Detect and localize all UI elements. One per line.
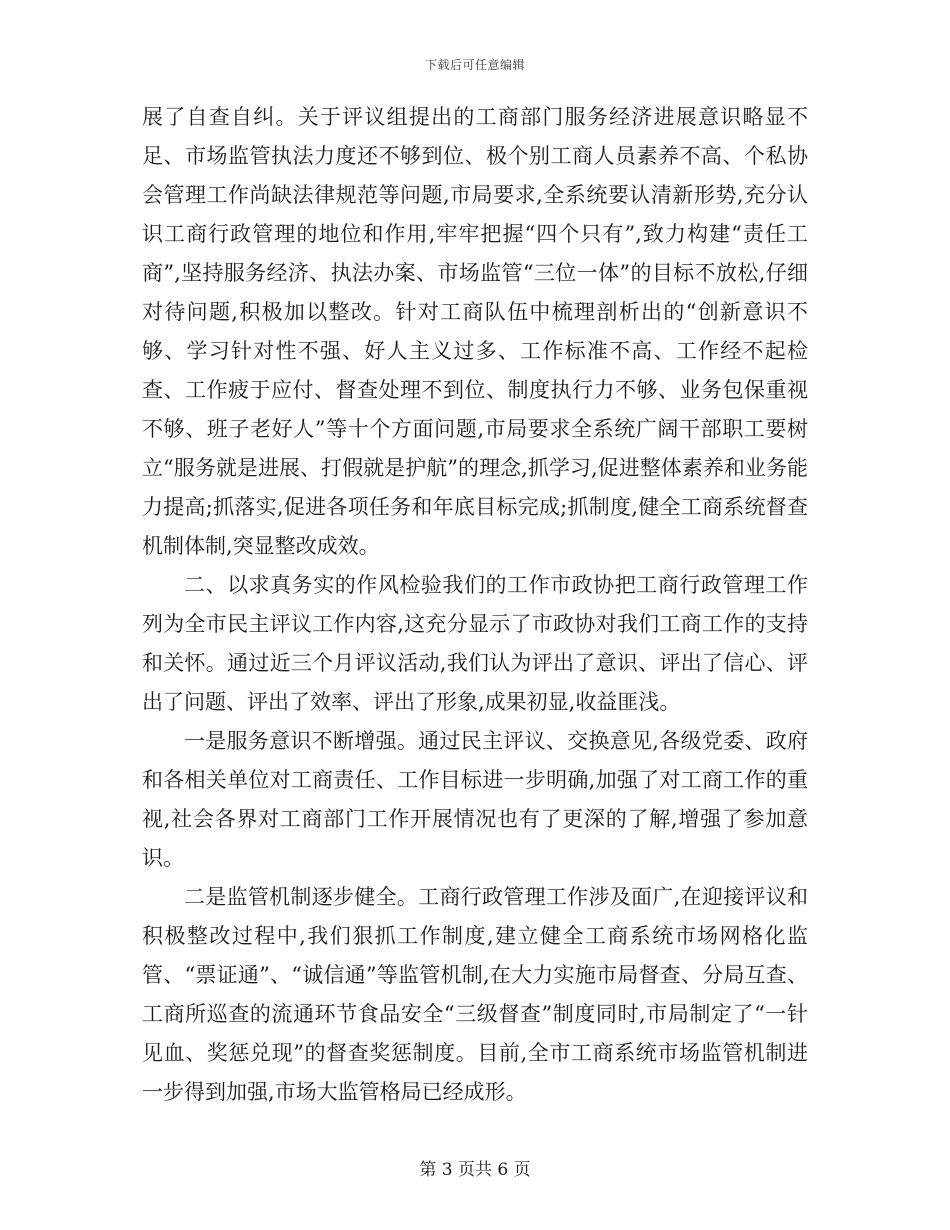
document-body xyxy=(142,98,808,1112)
page-header: 下载后可任意编辑 xyxy=(424,58,525,72)
page-number-footer: 第 3 页共 6 页 xyxy=(419,1160,531,1180)
paragraph-section-two: 二、以求真务实的作风检验我们的工作市政协把工商行政管理工作列为全市民主评议工作内容,这充分显示了市政协对我们工商工作的支持和关怀。通过近三个月评议活动,我们认为评出了意识、评出了信心、评出了问题、评出了效率、评出了形象,成果初显,收益匪浅。 xyxy=(142,573,808,714)
paragraph-supervision-mechanism: 二是监管机制逐步健全。工商行政管理工作涉及面广,在迎接评议和积极整改过程中,我们狠抓工作制度,建立健全工商系统市场网格化监管、“票证通”、“诚信通”等监管机制,在大力实施市局督查、分局互查、工商所巡查的流通环节食品安全“三级督查”制度同时,市局制定了“一针见血、奖惩兑现”的督查奖惩制度。目前,全市工商系统市场监管机制进一步得到加强,市场大监管格局已经成形。 xyxy=(142,885,808,1104)
paragraph-service-awareness: 一是服务意识不断增强。通过民主评议、交换意见,各级党委、政府和各相关单位对工商责任、工作目标进一步明确,加强了对工商工作的重视,社会各界对工商部门工作开展情况也有了更深的了解,增强了参加意识。 xyxy=(142,729,808,870)
paragraph-continuation: 展了自查自纠。关于评议组提出的工商部门服务经济进展意识略显不足、市场监管执法力度还不够到位、极个别工商人员素养不高、个私协会管理工作尚缺法律规范等问题,市局要求,全系统要认清新形势,充分认识工商行政管理的地位和作用,牢牢把握“四个只有”,致力构建“责任工商”,坚持服务经济、执法办案、市场监管“三位一体”的目标不放松,仔细对待问题,积极加以整改。针对工商队伍中梳理剖析出的“创新意识不够、学习针对性不强、好人主义过多、工作标准不高、工作经不起检查、工作疲于应付、督查处理不到位、制度执行力不够、业务包保重视不够、班子老好人”等十个方面问题,市局要求全系统广阔干部职工要树立“服务就是进展、打假就是护航”的理念,抓学习,促进整体素养和业务能力提高;抓落实,促进各项任务和年底目标完成;抓制度,健全工商系统督查机制体制,突显整改成效。 xyxy=(142,105,808,558)
